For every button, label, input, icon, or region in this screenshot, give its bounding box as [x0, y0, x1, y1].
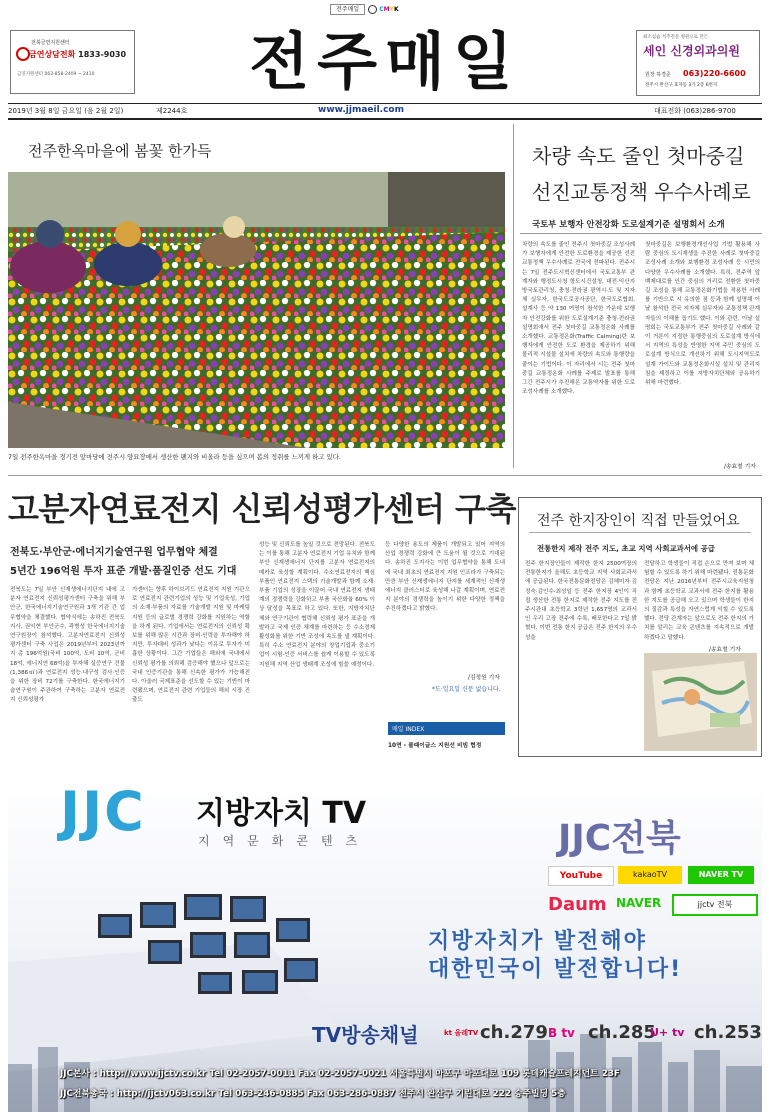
print-mark-label: 전주매일: [330, 4, 365, 15]
channel-btv: [548, 1022, 656, 1043]
hotline-number: 1833-9030: [78, 50, 127, 59]
right-ad-box: [636, 30, 760, 96]
main-headline: 고분자연료전지 신뢰성평가센터 구축: [8, 490, 516, 528]
right-subhead: 국토부 보행자 안전강화 도로설계기준 설명회서 소개: [532, 219, 725, 229]
flower-photo: [8, 172, 505, 448]
flower-photo-svg: [8, 172, 505, 448]
cmyk-y: Y: [389, 5, 394, 13]
hanji-photo: [644, 653, 757, 751]
cmyk-m: M: [383, 5, 390, 13]
main-story-col4: 등 다양한 용도의 제품이 개발되고 있어 지역의 산업 경쟁력 강화에 큰 도움이 될 것으로 기대된다. 송하진 도지사는 이번 업무협약을 통해 도내에 국내 최초의 연료전지 지원 인프라가 구축되는 만큼 부안 신재생에너지 단지를 세계적인 신재생에너지 클러스터로 육성해 나갈 계획이며, 연료전지 분야의 경쟁력을 높이기 위한 다양한 정책을 추진하겠다고 밝혔다.: [385, 542, 505, 613]
box-headline: 전주 한지장인이 직접 만들었어요: [537, 513, 740, 529]
box-subhead: 전통한지 제작 전주 지도, 초교 지역 사회교과서에 공급: [537, 544, 715, 553]
right-story-col2: 첫마중길은 보행환경개선사업 기법 활용해 사람 중심의 도시재생을 추진한 사례로 첫마중길 조성사례 소개와 보행환경 조성사례 등 시민의 다양한 우수사례를 소개했다. 특히, 전주역 앞 백제대로를 인간 중심의 거리로 전환한 첫마중길 조성을 통해 교통정온화기법을 적용한 사례를 기반으로 시 유의한 점 등과 함께 설명해 이날 참석한 전국 지자체 실무자와 교통정책 관계자들의 이해를 돕기도 했다. 이와 관련, 이날 설명회는 국토교통부가 전주 첫마중길 사례와 같이 거론이 지정한 통행중심의 도로설계 방식에서 지역의 특성을 반영한 지역 주민 중심의 도로설계 방식으로 개선하기 위해 도시지역도로 설계 가이드와 교통정온화시설 설치 및 관리지침을 제정하고 이를 지방자치단체와 공유하기 위해 마련했다.: [645, 242, 760, 387]
platform-naver[interactable]: NAVER: [616, 896, 662, 910]
cmyk-k: K: [393, 5, 399, 13]
hanji-photo-svg: [644, 653, 757, 751]
main-subhead-2: 5년간 196억원 투자 표준 개발·품질인증 선도 기대: [10, 566, 237, 577]
platform-daum[interactable]: Daum: [548, 894, 607, 915]
index-label: 매일 INDEX: [388, 722, 505, 735]
platform-kakaotv[interactable]: kakaoTV: [618, 866, 682, 884]
main-story-col1: 전북도는 7일 부안 신재생에너지단지 내에 고분자 연료전지 신뢰성평가센터 구축을 위해 부안군, 한국에너지기술연구원과 3개 기관 간 업무협약을 체결했다. 협약식에는 송하진 전북도지사, 권익현 부안군수, 곽병성 한국에너지기술연구원장이 참석했다. 고분자연료전지 신뢰성평가센터 구축 사업은 2019년부터 2023년까지 총 196억원(국비 100억, 도비 10억, 군비 18억, 에너지연 68억)을 투자해 실증연구 건물(1,386㎡)과 연료전지 성능·내구성 검사·인증을 위한 장비 72기를 구축한다. 한국에너지기술연구원이 주관하여 구축하는 고분자 연료전지 신뢰성평가: [10, 587, 125, 704]
dateline-date: 2019년 3월 8일 금요일 (음 2월 2일): [8, 107, 124, 115]
print-mark: [330, 3, 432, 15]
platform-navertv[interactable]: NAVER TV: [688, 866, 754, 884]
right-ad-address: 전주시 완산구 효자동 3가 2층 6번지: [645, 83, 718, 88]
box-col1: 전주 한지장인들이 제작한 한지 2500여장의 전통한지가 올해도 초등학교 지역 사회교과서에 공급된다. 한국전통문화전당은 김혜미자·김정숙·김인수·최성일 등 전주 한지장 4인이 직접 생산한 전통 한지로 제작한 전주 지도를 전주시관내 초등학교 3학년 1,657명의 교과서인 우리 고장 전주에 수록, 배포한다고 7일 밝혔다. 이번 전통 한지 공급은 전주 한지의 우수성을: [525, 561, 637, 641]
tv-ad-sub: 지역문화콘텐츠: [198, 834, 371, 848]
index-entry[interactable]: 10면 - 볼때이글스 지원선 비빔 협정: [388, 743, 482, 749]
masthead-title: 전주매일: [249, 25, 521, 98]
right-headline-2: 선진교통정책 우수사례로: [532, 180, 751, 204]
right-ad-top: 최소침습 척추전문 병원으로 만든: [643, 35, 709, 40]
contact-hq: JJC본사 : http://www.jjctv.co.kr Tel 02-2057-0011 Fax 02-2057-0021 서울특별시 마포구 마포대로 109 롯데캐슬프레지던트 23F: [60, 1069, 620, 1079]
box-story: [518, 497, 762, 757]
jjc-brand: JJC: [60, 780, 146, 843]
right-ad-phone: 063)220-6600: [683, 69, 746, 78]
right-headline-1: 차량 속도 줄인 첫마중길: [532, 144, 745, 168]
channel-kt-name: kt 올레TV: [444, 1028, 479, 1037]
photo-caption: 7일 전주한옥마을 경기전 앞마당에 전주시 양묘장에서 생산한 팬지와 비올라 등을 심으며 봄의 정취를 느끼게 하고 있다.: [8, 453, 341, 461]
left-ad-org: 전북금연지원센터: [31, 40, 70, 46]
registration-icon: [368, 5, 377, 14]
right-story-col1: 차량의 속도를 줄인 전주시 첫마중길 조성사례가 보행자에게 안전한 도로환경을 제공한 선진교통정책 우수사례로 전국에 전파된다. 전주시는 7일 전주도시혁신센터에서 국토교통부 관계자와 행정도시청 항도시건설청, 대전·익산지방국토관리청, 충청·전라권 광역시·도 및 지자체 실무자, 한국도로공사공단, 한국도로협회, 설계사 등 약 130 여명이 참석한 가운데 보행자 안전강화를 위한 도로설계기준 충청·전라권 설명회에서 전주 첫마중길 교통정온화 사례를 소개했다. 교통정온화(Traffic Calming)란 보행자에게 안전한 도로 환경을 제공하기 위해 물리적 시설물 설치에 차량의 속도와 통행량을 줄이는 기법이다. 이 자리에서 시는 전주 첫마중길 교통정온화 사례를 주제로 발표를 통해 그간 전주시가 추진해온 교통약자를 위한 도로 조성사례를 소개했다.: [522, 242, 635, 396]
left-ad-fine: 금연지원센터 063-858-2409 ~ 2410: [17, 72, 95, 77]
channel-uplus-number: ch.253: [694, 1022, 762, 1043]
website-link[interactable]: www.jjmaeil.com: [318, 105, 404, 115]
platform-youtube[interactable]: YouTube: [548, 866, 614, 886]
dateline-phone: 대표전화 (063)286-9700: [654, 107, 736, 115]
right-ad-clinic: 세인 신경외과의원: [643, 44, 740, 58]
channel-kt-number: ch.279: [480, 1022, 548, 1043]
dateline-issue: 제2244호: [156, 107, 188, 115]
jjc-jeonbuk-logo: JJC전북: [558, 818, 681, 859]
slogan-line-2: 대한민국이 발전합니다!: [428, 957, 683, 982]
left-ad-hotline: [29, 49, 126, 60]
tv-ad: [8, 772, 762, 1112]
cmyk-c: C: [379, 5, 384, 13]
main-subhead-1: 전북도·부안군·에너지기술연구원 업무협약 체결: [10, 547, 218, 558]
main-story-col3: 성능 및 신뢰도를 높일 것으로 전망된다. 전북도는 이를 통해 고분자 연료전지 기업 유치와 함께 부안 신재생에너지 단지를 고분자 연료전지의 메카로 육성할 계획이다. 수소연료전지의 핵심부품인 연료전지 스택의 기술개발과 함께 소재·부품 기업의 성장을 이끌어 국내 연료전지 생태계의 경쟁력을 강화하고 부품 국산화율 60% 이상 달성을 목표로 하고 있다. 또한, 지방자치단체와 연구기관이 협력해 신뢰성 평가 표준을 개발하고 국제 인증 체계를 마련하는 등 수소경제 활성화를 위한 기반 조성에 속도를 낼 계획이다. 특히 수소 연료전지 분야의 창업기업과 중소기업이 시험·인증 서비스를 쉽게 이용할 수 있도록 지원해 지역 산업 생태계 조성에 힘쓸 예정이다.: [259, 542, 375, 668]
no-smoking-icon: [16, 47, 30, 61]
hotline-label: 금연상담전화: [29, 50, 76, 59]
left-ad-box: [10, 30, 135, 94]
no-paper-notice: *도·일요일 신문 없습니다.: [432, 686, 501, 693]
tv-ad-headline: 지방자치 TV: [196, 796, 367, 831]
slogan-line-1: 지방자치가 발전해야: [428, 929, 647, 954]
tv-channel-title: TV방송채널: [312, 1023, 419, 1047]
channel-uplus-name: U+ tv: [650, 1026, 685, 1039]
box-byline: /송효철 기자: [709, 647, 741, 653]
photo-story-title: 전주한옥마을에 봄꽃 한가득: [28, 142, 212, 160]
contact-jeonbuk: JJC전북총국 : http://jjctv063.co.kr Tel 063-246-0885 Fax 063-286-0887 전주시 완산구 기린대로 222 승주빌딩 5층: [60, 1089, 566, 1099]
main-story-col2: 가센터는 향후 하이브리드 연료전지 지원 기관으로 연료전지 관련기업의 성능 및 기업육성, 기업의 소재·부품의 자료를 기술개발 지원 및 마케팅 지원 등의 글로벌 경쟁력 강화를 지원하는 역할을 하게 된다. 기업에서는 연료전지의 신뢰성 확보를 위해 많은 시간과 장비·인력을 투자해야 하지만, 투자대비 성과가 낮다는 이유로 투자가 미흡한 상황이다. 그간 기업들은 해외에 국내에서 신뢰성 평가를 의뢰해 검증해야 했으나 앞으로는 국내 인증기관을 통해 신속한 평가가 가능해진다. 아울러 국제표준을 선도할 수 있는 기반이 마련됐으며, 연료전지 관련 기업들의 해외 시장 진출도: [132, 587, 250, 704]
channel-kt: [444, 1022, 548, 1043]
channel-btv-number: ch.285: [588, 1022, 656, 1043]
channel-uplus: [650, 1022, 762, 1043]
main-story-byline: /김정원 기자: [468, 675, 500, 681]
right-story-byline: /송효철 기자: [724, 464, 756, 470]
channel-btv-name: B tv: [548, 1025, 575, 1040]
right-ad-doctor: 원장 하경준: [645, 72, 671, 78]
box-col2: 전달하고 학생들이 직접 손으로 만져 보며 체험할 수 있도록 하기 위해 마련됐다. 전통문화전당은 지난 2016년부터 전주시교육지원청과 함께 초등학교 교과서에 전주 한지를 활용한 지도를 공급해 오고 있으며 학생들이 한지의 질감과 특성을 자연스럽게 익힐 수 있도록 했다. 전당 관계자는 앞으로도 전주 한지의 가치를 알리는 교육 콘텐츠를 지속적으로 개발하겠다고 말했다.: [644, 561, 754, 641]
platform-jjctv[interactable]: jjctv 전북: [672, 894, 758, 916]
